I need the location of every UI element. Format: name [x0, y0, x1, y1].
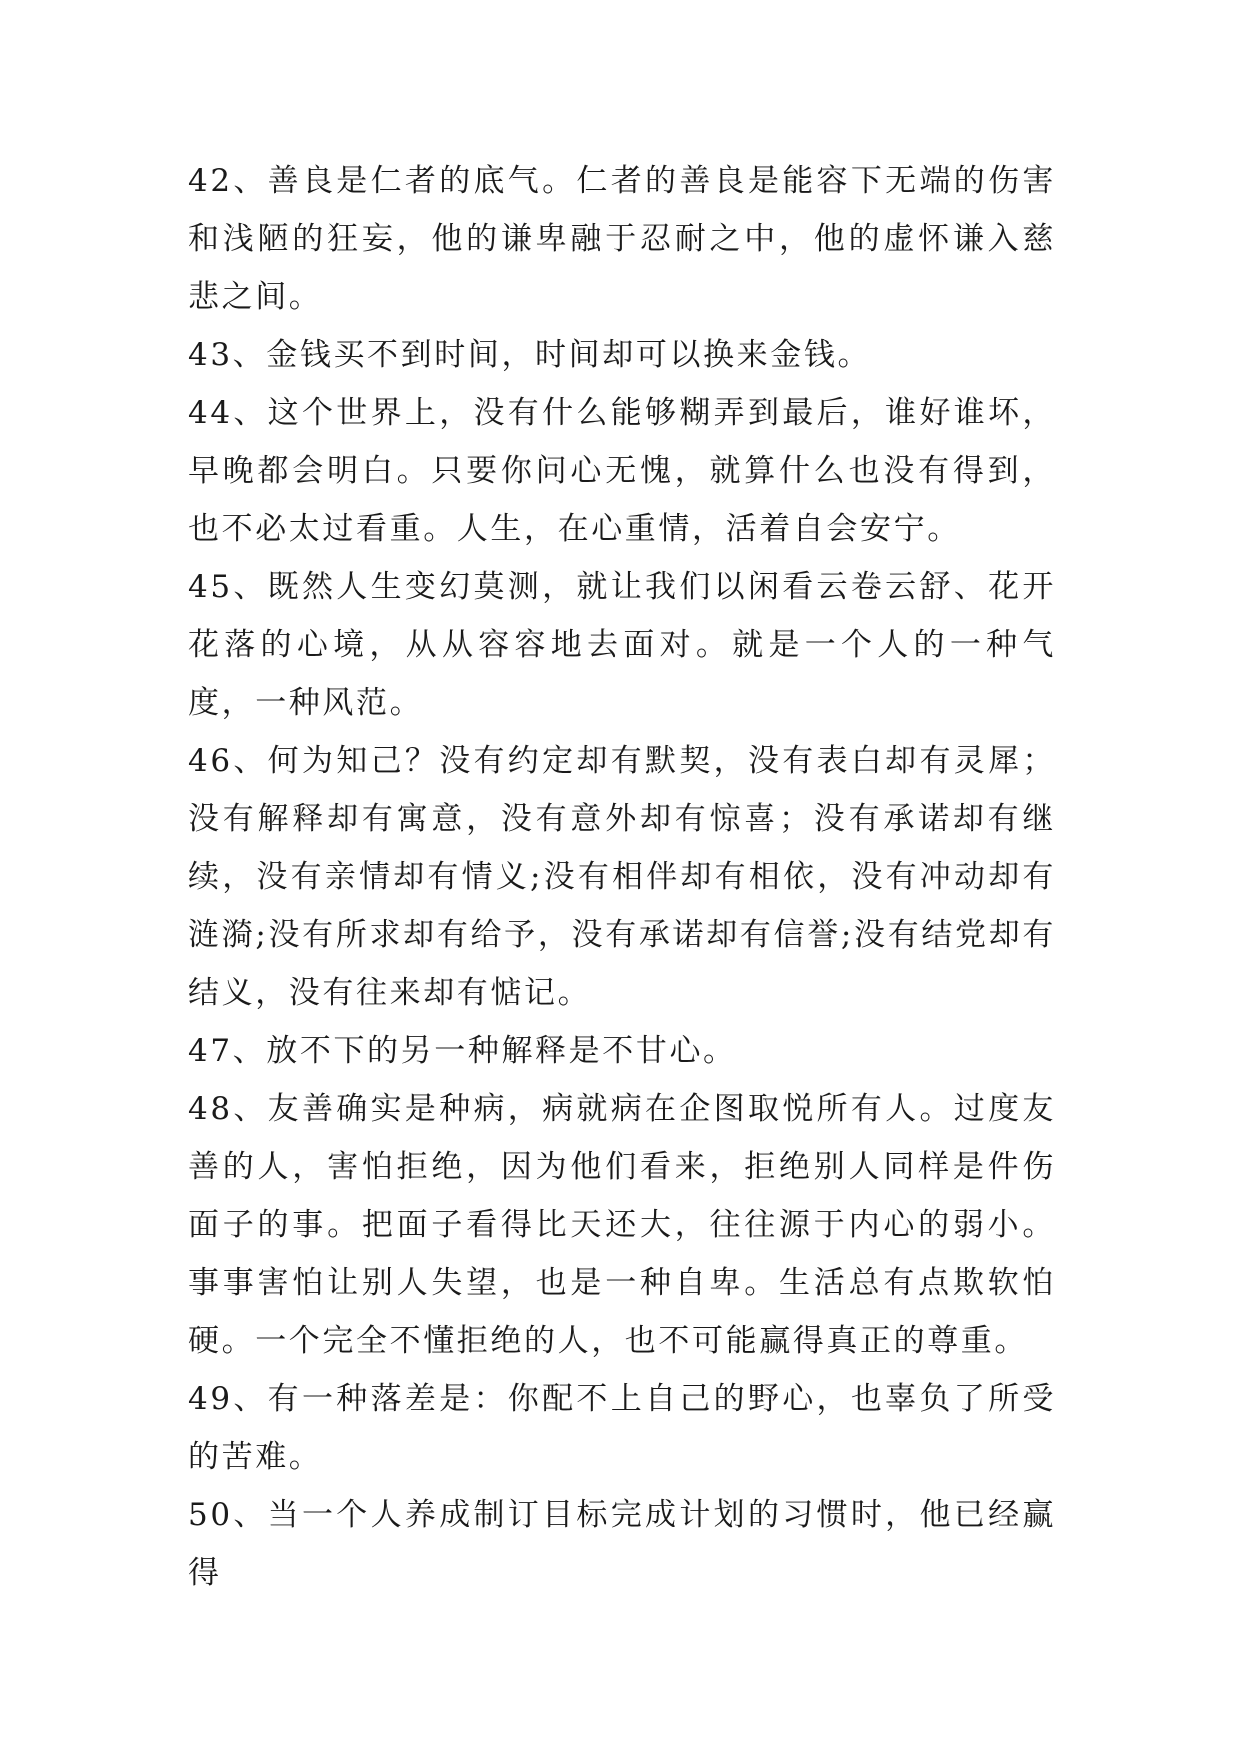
paragraph-45: 45、既然人生变幻莫测，就让我们以闲看云卷云舒、花开花落的心境，从从容容地去面对。就是一个人的一种气度，一种风范。 — [188, 569, 1056, 721]
paragraph-50: 50、当一个人养成制订目标完成计划的习惯时，他已经赢得 — [188, 1497, 1056, 1591]
paragraph-43: 43、金钱买不到时间，时间却可以换来金钱。 — [188, 337, 872, 373]
paragraph-47: 47、放不下的另一种解释是不甘心。 — [188, 1033, 737, 1069]
document-body — [188, 152, 1056, 1602]
paragraph-42: 42、善良是仁者的底气。仁者的善良是能容下无端的伤害和浅陋的狂妄，他的谦卑融于忍耐之中，他的虚怀谦入慈悲之间。 — [188, 163, 1056, 315]
paragraph-49: 49、有一种落差是：你配不上自己的野心，也辜负了所受的苦难。 — [188, 1381, 1056, 1475]
paragraph-46: 46、何为知己？没有约定却有默契，没有表白却有灵犀；没有解释却有寓意，没有意外却有惊喜；没有承诺却有继续，没有亲情却有情义;没有相伴却有相依，没有冲动却有涟漪;没有所求却有给予，没有承诺却有信誉;没有结党却有结义，没有往来却有惦记。 — [188, 743, 1056, 1011]
paragraph-48: 48、友善确实是种病，病就病在企图取悦所有人。过度友善的人，害怕拒绝，因为他们看来，拒绝别人同样是件伤面子的事。把面子看得比天还大，往往源于内心的弱小。事事害怕让别人失望，也是一种自卑。生活总有点欺软怕硬。一个完全不懂拒绝的人，也不可能赢得真正的尊重。 — [188, 1091, 1056, 1359]
paragraph-44: 44、这个世界上，没有什么能够糊弄到最后，谁好谁坏，早晚都会明白。只要你问心无愧，就算什么也没有得到，也不必太过看重。人生，在心重情，活着自会安宁。 — [188, 395, 1056, 547]
